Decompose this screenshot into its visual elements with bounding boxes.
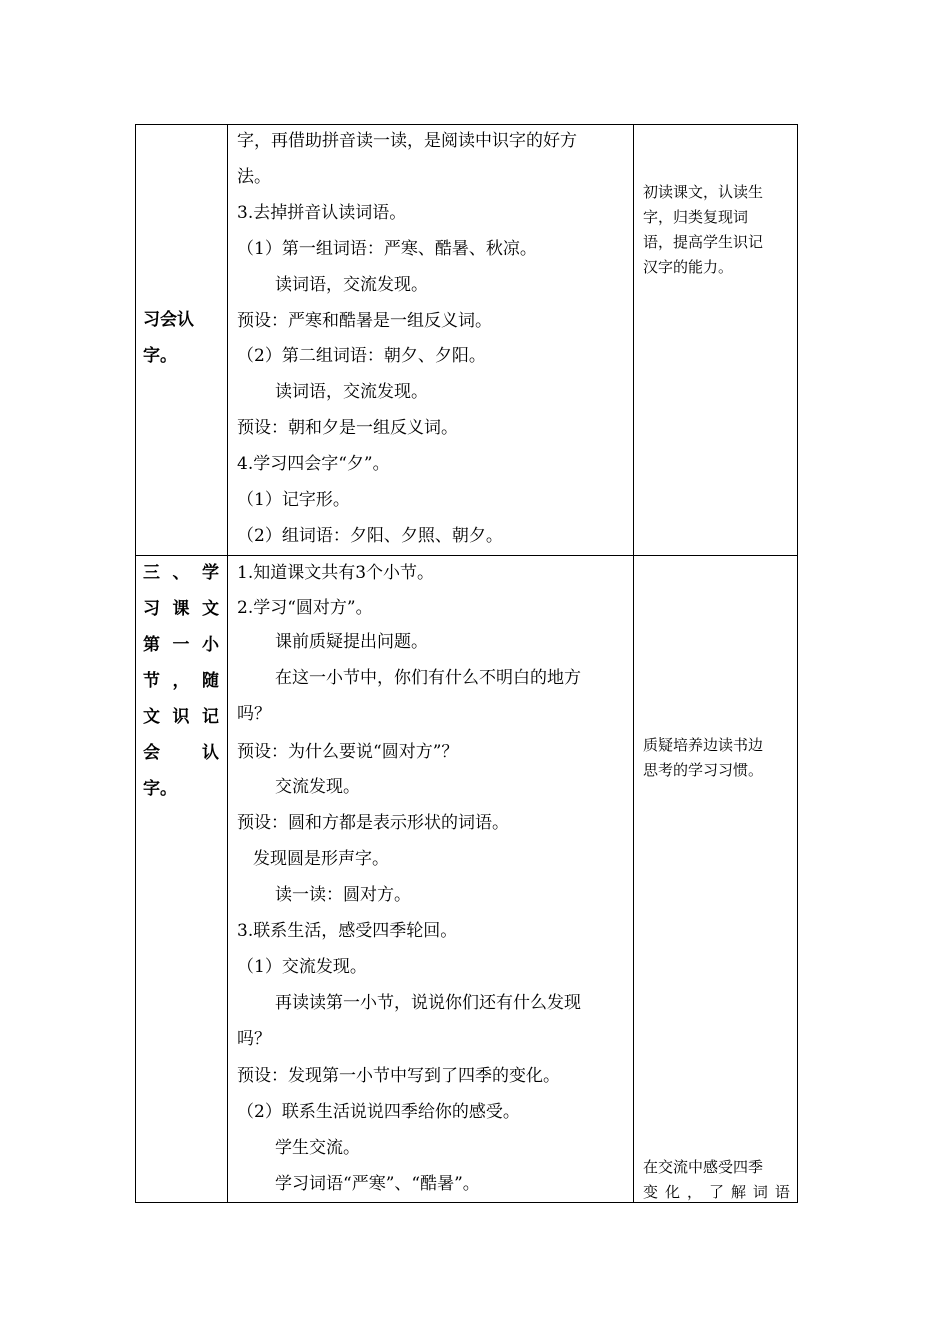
note-char: 语 [774,1183,790,1201]
label-char: ， [172,671,190,691]
section1-note-line: 字，归类复现词 [643,208,749,226]
section1-text-line: （1）记字形。 [237,490,350,510]
section2-label-line [143,743,219,763]
section2-text-line: 预设：圆和方都是表示形状的词语。 [237,813,509,833]
section2-note-line: 思考的学习习惯。 [643,761,764,779]
section2-note-line: 质疑培养边读书边 [643,736,764,754]
label-char: 识 [172,707,190,727]
row-divider [136,555,797,556]
label-char: 小 [202,635,219,655]
section2-text-line: 再读读第一小节，说说你们还有什么发现 [275,993,581,1013]
section1-text-line: 3.去掉拼音认读词语。 [237,203,407,223]
section2-label-line [143,635,219,655]
note-char: ， [686,1183,702,1201]
section1-label-line-2: 字。 [143,346,177,366]
section1-text-line: 读词语，交流发现。 [275,275,428,295]
label-char: 习 [143,599,160,619]
section2-text-line: 预设：发现第一小节中写到了四季的变化。 [237,1066,560,1086]
section2-label-line [143,707,219,727]
section2-text-line: 课前质疑提出问题。 [275,632,428,652]
section1-text-line: 4.学习四会字“夕”。 [237,454,390,474]
note-char: 了 [708,1183,724,1201]
section2-text-line: 交流发现。 [275,777,360,797]
lesson-plan-table [135,124,798,1203]
section2-label-line [143,563,219,583]
section2-text-line: 3.联系生活，感受四季轮回。 [237,921,458,941]
section1-text-line: （2）组词语：夕阳、夕照、朝夕。 [237,526,503,546]
section2-text-line: 1.知道课文共有3个小节。 [237,563,435,583]
section1-text-line: 预设：严寒和酷暑是一组反义词。 [237,311,492,331]
column-divider-left [227,125,228,1202]
column-divider-right [633,125,634,1202]
section2-text-line: 预设：为什么要说“圆对方”？ [237,742,459,762]
section2-text-line: 2.学习“圆对方”。 [237,598,373,618]
section1-text-line: （1）第一组词语：严寒、酷暑、秋凉。 [237,239,537,259]
section2-text-line: 学生交流。 [275,1138,360,1158]
label-char: 一 [172,635,190,655]
section2-note-line [643,1180,790,1205]
label-char: 第 [143,635,160,655]
note-char: 化 [664,1183,680,1201]
section2-label-line [143,671,219,691]
label-char: 记 [202,707,219,727]
section2-label-line [143,599,219,619]
label-char: 学 [202,563,219,583]
note-char: 词 [752,1183,768,1201]
section2-note-line: 在交流中感受四季 [643,1158,764,1176]
section2-text-line: 学习词语“严寒”、“酷暑”。 [275,1174,480,1194]
section1-label-line-1: 习会认 [143,310,194,330]
section2-text-line: 吗？ [237,1029,271,1049]
section1-note-line: 初读课文，认读生 [643,183,764,201]
section1-text-line: 法。 [237,167,271,187]
section1-text-line: 预设：朝和夕是一组反义词。 [237,418,458,438]
label-char: 节 [143,671,160,691]
label-char: 认 [202,743,219,763]
label-char: 会 [143,743,160,763]
section1-text-line: 字，再借助拼音读一读，是阅读中识字的好方 [237,131,577,151]
label-char: 三 [143,563,160,583]
section2-text-line: （1）交流发现。 [237,957,367,977]
label-char: 课 [172,599,190,619]
label-char: 文 [202,599,219,619]
label-char: 随 [202,671,219,691]
label-char: 文 [143,707,160,727]
section2-text-line: （2）联系生活说说四季给你的感受。 [237,1102,520,1122]
section2-text-line: 发现圆是形声字。 [253,849,389,869]
section2-label-line: 字。 [143,779,177,799]
note-char: 解 [730,1183,746,1201]
section1-text-line: 读词语，交流发现。 [275,382,428,402]
section2-text-line: 在这一小节中，你们有什么不明白的地方 [275,668,581,688]
note-char: 变 [643,1183,659,1201]
section1-text-line: （2）第二组词语：朝夕、夕阳。 [237,346,486,366]
section2-text-line: 吗？ [237,704,271,724]
label-char: 、 [172,563,190,583]
section1-note-line: 语，提高学生识记 [643,233,764,251]
section2-text-line: 读一读：圆对方。 [275,885,411,905]
section1-note-line: 汉字的能力。 [643,258,734,276]
